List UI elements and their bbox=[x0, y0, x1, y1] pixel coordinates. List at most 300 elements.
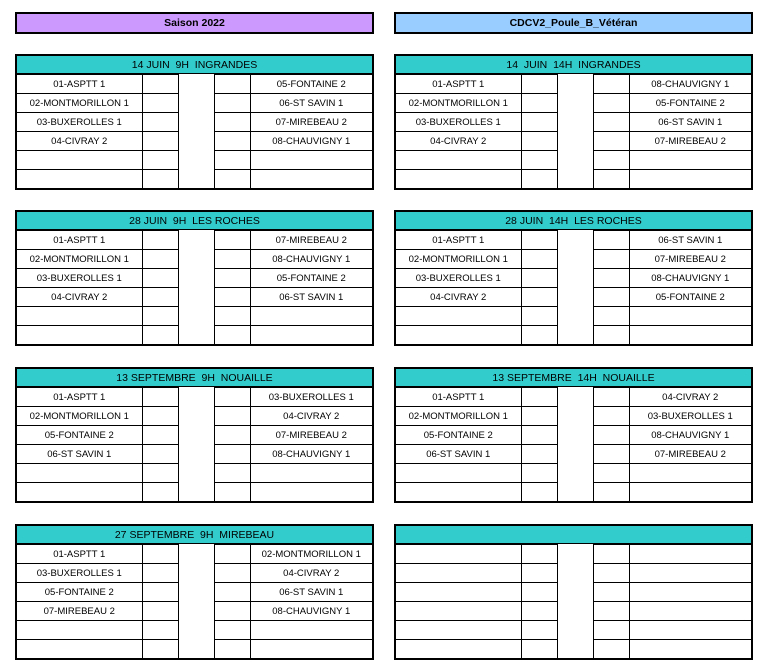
away-score-cell bbox=[593, 640, 629, 659]
home-team-cell: 03-BUXEROLLES 1 bbox=[17, 269, 142, 288]
separator-cell bbox=[557, 269, 593, 288]
home-score-cell bbox=[142, 564, 178, 583]
table-row bbox=[396, 545, 751, 564]
separator-cell bbox=[178, 483, 214, 502]
home-score-cell bbox=[521, 288, 557, 307]
away-score-cell bbox=[214, 151, 250, 170]
away-score-cell bbox=[593, 269, 629, 288]
away-team-cell bbox=[629, 621, 751, 640]
away-score-cell bbox=[214, 250, 250, 269]
table-row bbox=[396, 151, 751, 170]
away-score-cell bbox=[593, 426, 629, 445]
away-score-cell bbox=[593, 170, 629, 189]
table-row bbox=[396, 170, 751, 189]
away-score-cell bbox=[593, 94, 629, 113]
poule-text: CDCV2_Poule_B_Vétéran bbox=[509, 17, 638, 29]
away-team-cell: 07-MIREBEAU 2 bbox=[250, 113, 372, 132]
table-row bbox=[396, 426, 751, 445]
home-score-cell bbox=[142, 132, 178, 151]
table-row bbox=[396, 307, 751, 326]
away-team-cell: 06-ST SAVIN 1 bbox=[250, 583, 372, 602]
table-row bbox=[17, 621, 372, 640]
home-team-cell bbox=[17, 464, 142, 483]
away-team-cell: 05-FONTAINE 2 bbox=[629, 94, 751, 113]
away-score-cell bbox=[593, 445, 629, 464]
separator-cell bbox=[557, 583, 593, 602]
home-score-cell bbox=[521, 564, 557, 583]
block-header: 14 JUIN 14H INGRANDES bbox=[396, 56, 751, 74]
away-score-cell bbox=[214, 269, 250, 288]
home-score-cell bbox=[521, 132, 557, 151]
home-team-cell: 01-ASPTT 1 bbox=[17, 231, 142, 250]
table-row bbox=[396, 407, 751, 426]
away-score-cell bbox=[214, 564, 250, 583]
match-table bbox=[396, 387, 751, 501]
home-score-cell bbox=[521, 151, 557, 170]
match-block bbox=[394, 524, 753, 660]
home-score-cell bbox=[521, 483, 557, 502]
home-team-cell: 02-MONTMORILLON 1 bbox=[396, 94, 521, 113]
match-block bbox=[15, 524, 374, 660]
home-team-cell bbox=[396, 621, 521, 640]
away-score-cell bbox=[214, 75, 250, 94]
home-team-cell bbox=[396, 307, 521, 326]
away-score-cell bbox=[214, 94, 250, 113]
away-team-cell: 07-MIREBEAU 2 bbox=[629, 445, 751, 464]
home-score-cell bbox=[142, 250, 178, 269]
away-score-cell bbox=[593, 464, 629, 483]
separator-cell bbox=[178, 113, 214, 132]
away-team-cell bbox=[250, 640, 372, 659]
match-table bbox=[17, 387, 372, 501]
away-score-cell bbox=[593, 621, 629, 640]
home-score-cell bbox=[142, 621, 178, 640]
home-team-cell: 04-CIVRAY 2 bbox=[17, 132, 142, 151]
home-team-cell: 03-BUXEROLLES 1 bbox=[396, 113, 521, 132]
match-block bbox=[394, 210, 753, 346]
away-team-cell bbox=[629, 307, 751, 326]
away-score-cell bbox=[593, 151, 629, 170]
home-score-cell bbox=[142, 602, 178, 621]
away-team-cell: 04-CIVRAY 2 bbox=[629, 388, 751, 407]
table-row bbox=[396, 621, 751, 640]
away-score-cell bbox=[593, 483, 629, 502]
table-row bbox=[17, 602, 372, 621]
home-score-cell bbox=[142, 326, 178, 345]
away-score-cell bbox=[214, 113, 250, 132]
match-table bbox=[17, 544, 372, 658]
away-score-cell bbox=[214, 602, 250, 621]
home-score-cell bbox=[521, 602, 557, 621]
block-header: 13 SEPTEMBRE 14H NOUAILLE bbox=[396, 369, 751, 387]
home-team-cell bbox=[396, 583, 521, 602]
home-team-cell: 02-MONTMORILLON 1 bbox=[396, 407, 521, 426]
home-score-cell bbox=[521, 407, 557, 426]
away-team-cell: 02-MONTMORILLON 1 bbox=[250, 545, 372, 564]
home-score-cell bbox=[521, 426, 557, 445]
separator-cell bbox=[557, 151, 593, 170]
away-team-cell: 07-MIREBEAU 2 bbox=[250, 231, 372, 250]
separator-cell bbox=[557, 113, 593, 132]
table-row bbox=[396, 326, 751, 345]
home-team-cell bbox=[396, 545, 521, 564]
away-team-cell bbox=[629, 170, 751, 189]
away-team-cell: 08-CHAUVIGNY 1 bbox=[250, 602, 372, 621]
separator-cell bbox=[178, 445, 214, 464]
table-row bbox=[17, 151, 372, 170]
separator-cell bbox=[178, 307, 214, 326]
home-team-cell: 05-FONTAINE 2 bbox=[17, 426, 142, 445]
away-team-cell: 08-CHAUVIGNY 1 bbox=[250, 250, 372, 269]
separator-cell bbox=[557, 288, 593, 307]
home-team-cell bbox=[17, 621, 142, 640]
table-row bbox=[17, 464, 372, 483]
away-team-cell: 03-BUXEROLLES 1 bbox=[629, 407, 751, 426]
away-score-cell bbox=[593, 564, 629, 583]
home-team-cell: 04-CIVRAY 2 bbox=[396, 132, 521, 151]
away-score-cell bbox=[214, 545, 250, 564]
home-score-cell bbox=[521, 94, 557, 113]
home-team-cell: 07-MIREBEAU 2 bbox=[17, 602, 142, 621]
table-row bbox=[17, 407, 372, 426]
separator-cell bbox=[178, 326, 214, 345]
away-score-cell bbox=[593, 250, 629, 269]
home-score-cell bbox=[521, 545, 557, 564]
separator-cell bbox=[178, 602, 214, 621]
home-score-cell bbox=[142, 545, 178, 564]
table-row bbox=[396, 388, 751, 407]
away-score-cell bbox=[214, 621, 250, 640]
block-header: 28 JUIN 9H LES ROCHES bbox=[17, 212, 372, 230]
home-team-cell: 05-FONTAINE 2 bbox=[17, 583, 142, 602]
home-score-cell bbox=[521, 75, 557, 94]
separator-cell bbox=[557, 564, 593, 583]
separator-cell bbox=[557, 483, 593, 502]
table-row bbox=[396, 269, 751, 288]
table-row bbox=[17, 564, 372, 583]
home-score-cell bbox=[521, 388, 557, 407]
home-team-cell bbox=[17, 640, 142, 659]
home-score-cell bbox=[142, 426, 178, 445]
away-team-cell: 08-CHAUVIGNY 1 bbox=[250, 132, 372, 151]
table-row bbox=[396, 94, 751, 113]
away-team-cell: 07-MIREBEAU 2 bbox=[250, 426, 372, 445]
separator-cell bbox=[557, 445, 593, 464]
separator-cell bbox=[557, 621, 593, 640]
away-score-cell bbox=[593, 545, 629, 564]
separator-cell bbox=[178, 464, 214, 483]
away-score-cell bbox=[214, 407, 250, 426]
away-team-cell: 08-CHAUVIGNY 1 bbox=[629, 75, 751, 94]
separator-cell bbox=[178, 231, 214, 250]
home-score-cell bbox=[521, 113, 557, 132]
away-team-cell: 08-CHAUVIGNY 1 bbox=[250, 445, 372, 464]
away-team-cell: 08-CHAUVIGNY 1 bbox=[629, 269, 751, 288]
away-team-cell bbox=[629, 583, 751, 602]
home-score-cell bbox=[142, 640, 178, 659]
away-team-cell: 04-CIVRAY 2 bbox=[250, 407, 372, 426]
away-team-cell: 07-MIREBEAU 2 bbox=[629, 132, 751, 151]
away-team-cell bbox=[629, 545, 751, 564]
home-team-cell: 04-CIVRAY 2 bbox=[17, 288, 142, 307]
table-row bbox=[17, 388, 372, 407]
home-team-cell: 06-ST SAVIN 1 bbox=[396, 445, 521, 464]
away-team-cell bbox=[250, 483, 372, 502]
separator-cell bbox=[178, 250, 214, 269]
separator-cell bbox=[557, 388, 593, 407]
home-team-cell: 01-ASPTT 1 bbox=[396, 388, 521, 407]
separator-cell bbox=[557, 307, 593, 326]
away-team-cell: 08-CHAUVIGNY 1 bbox=[629, 426, 751, 445]
away-team-cell: 05-FONTAINE 2 bbox=[629, 288, 751, 307]
away-score-cell bbox=[593, 113, 629, 132]
away-score-cell bbox=[214, 426, 250, 445]
away-team-cell bbox=[250, 170, 372, 189]
table-row bbox=[396, 583, 751, 602]
away-score-cell bbox=[214, 231, 250, 250]
separator-cell bbox=[557, 326, 593, 345]
table-row bbox=[17, 113, 372, 132]
away-team-cell bbox=[629, 151, 751, 170]
away-team-cell bbox=[629, 602, 751, 621]
table-row bbox=[17, 231, 372, 250]
away-team-cell bbox=[250, 326, 372, 345]
table-row bbox=[396, 445, 751, 464]
match-table bbox=[17, 230, 372, 344]
away-score-cell bbox=[214, 445, 250, 464]
home-team-cell: 03-BUXEROLLES 1 bbox=[17, 113, 142, 132]
away-score-cell bbox=[214, 583, 250, 602]
home-score-cell bbox=[142, 483, 178, 502]
away-score-cell bbox=[593, 75, 629, 94]
home-team-cell bbox=[396, 326, 521, 345]
away-score-cell bbox=[593, 388, 629, 407]
home-team-cell: 06-ST SAVIN 1 bbox=[17, 445, 142, 464]
separator-cell bbox=[557, 75, 593, 94]
home-score-cell bbox=[142, 170, 178, 189]
home-score-cell bbox=[521, 640, 557, 659]
separator-cell bbox=[557, 640, 593, 659]
away-score-cell bbox=[214, 483, 250, 502]
away-score-cell bbox=[593, 602, 629, 621]
home-score-cell bbox=[521, 170, 557, 189]
away-score-cell bbox=[593, 288, 629, 307]
away-team-cell bbox=[250, 621, 372, 640]
away-team-cell: 05-FONTAINE 2 bbox=[250, 75, 372, 94]
table-row bbox=[17, 269, 372, 288]
home-score-cell bbox=[142, 583, 178, 602]
home-team-cell bbox=[396, 151, 521, 170]
season-label bbox=[15, 12, 374, 34]
table-row bbox=[17, 545, 372, 564]
separator-cell bbox=[557, 170, 593, 189]
separator-cell bbox=[557, 407, 593, 426]
block-header bbox=[396, 526, 751, 544]
block-header: 13 SEPTEMBRE 9H NOUAILLE bbox=[17, 369, 372, 387]
table-row bbox=[396, 640, 751, 659]
match-table bbox=[396, 230, 751, 344]
match-block bbox=[394, 54, 753, 190]
away-team-cell: 07-MIREBEAU 2 bbox=[629, 250, 751, 269]
poule-label bbox=[394, 12, 753, 34]
away-score-cell bbox=[593, 231, 629, 250]
away-score-cell bbox=[214, 307, 250, 326]
away-team-cell: 06-ST SAVIN 1 bbox=[250, 94, 372, 113]
home-team-cell: 01-ASPTT 1 bbox=[17, 75, 142, 94]
table-row bbox=[17, 307, 372, 326]
home-team-cell: 02-MONTMORILLON 1 bbox=[17, 407, 142, 426]
block-header: 27 SEPTEMBRE 9H MIREBEAU bbox=[17, 526, 372, 544]
away-team-cell bbox=[250, 307, 372, 326]
separator-cell bbox=[178, 621, 214, 640]
home-score-cell bbox=[521, 326, 557, 345]
away-score-cell bbox=[214, 464, 250, 483]
separator-cell bbox=[557, 602, 593, 621]
separator-cell bbox=[178, 170, 214, 189]
table-row bbox=[396, 483, 751, 502]
home-team-cell bbox=[17, 170, 142, 189]
home-score-cell bbox=[142, 94, 178, 113]
separator-cell bbox=[178, 132, 214, 151]
home-team-cell bbox=[396, 564, 521, 583]
match-block bbox=[15, 367, 374, 503]
home-team-cell: 02-MONTMORILLON 1 bbox=[17, 94, 142, 113]
table-row bbox=[396, 602, 751, 621]
separator-cell bbox=[557, 132, 593, 151]
home-team-cell bbox=[17, 483, 142, 502]
away-score-cell bbox=[214, 640, 250, 659]
match-block bbox=[394, 367, 753, 503]
home-score-cell bbox=[142, 231, 178, 250]
home-score-cell bbox=[142, 407, 178, 426]
away-team-cell bbox=[250, 464, 372, 483]
table-row bbox=[396, 132, 751, 151]
home-team-cell: 02-MONTMORILLON 1 bbox=[17, 250, 142, 269]
table-row bbox=[17, 426, 372, 445]
table-row bbox=[17, 94, 372, 113]
away-score-cell bbox=[593, 407, 629, 426]
away-score-cell bbox=[593, 326, 629, 345]
separator-cell bbox=[178, 564, 214, 583]
home-score-cell bbox=[521, 307, 557, 326]
separator-cell bbox=[557, 94, 593, 113]
away-score-cell bbox=[593, 132, 629, 151]
home-team-cell: 05-FONTAINE 2 bbox=[396, 426, 521, 445]
separator-cell bbox=[178, 426, 214, 445]
home-score-cell bbox=[521, 583, 557, 602]
table-row bbox=[396, 250, 751, 269]
home-score-cell bbox=[142, 75, 178, 94]
home-score-cell bbox=[521, 269, 557, 288]
home-score-cell bbox=[521, 445, 557, 464]
separator-cell bbox=[178, 151, 214, 170]
block-header: 14 JUIN 9H INGRANDES bbox=[17, 56, 372, 74]
separator-cell bbox=[557, 426, 593, 445]
home-team-cell: 01-ASPTT 1 bbox=[396, 75, 521, 94]
table-row bbox=[396, 564, 751, 583]
away-team-cell: 03-BUXEROLLES 1 bbox=[250, 388, 372, 407]
table-row bbox=[396, 464, 751, 483]
home-score-cell bbox=[521, 250, 557, 269]
away-score-cell bbox=[593, 307, 629, 326]
away-score-cell bbox=[214, 388, 250, 407]
home-team-cell: 03-BUXEROLLES 1 bbox=[396, 269, 521, 288]
away-team-cell bbox=[629, 564, 751, 583]
away-team-cell bbox=[629, 464, 751, 483]
match-table bbox=[17, 74, 372, 188]
home-team-cell bbox=[17, 307, 142, 326]
home-team-cell: 03-BUXEROLLES 1 bbox=[17, 564, 142, 583]
table-row bbox=[17, 640, 372, 659]
separator-cell bbox=[178, 75, 214, 94]
home-team-cell bbox=[396, 483, 521, 502]
home-team-cell bbox=[17, 326, 142, 345]
away-score-cell bbox=[214, 288, 250, 307]
separator-cell bbox=[178, 583, 214, 602]
separator-cell bbox=[557, 464, 593, 483]
home-score-cell bbox=[521, 621, 557, 640]
table-row bbox=[17, 445, 372, 464]
home-score-cell bbox=[142, 307, 178, 326]
away-team-cell: 06-ST SAVIN 1 bbox=[250, 288, 372, 307]
separator-cell bbox=[178, 407, 214, 426]
match-block bbox=[15, 210, 374, 346]
separator-cell bbox=[178, 288, 214, 307]
table-row bbox=[17, 132, 372, 151]
table-row bbox=[17, 75, 372, 94]
away-team-cell bbox=[629, 326, 751, 345]
table-row bbox=[17, 170, 372, 189]
table-row bbox=[17, 326, 372, 345]
away-team-cell: 04-CIVRAY 2 bbox=[250, 564, 372, 583]
home-team-cell: 04-CIVRAY 2 bbox=[396, 288, 521, 307]
table-row bbox=[17, 250, 372, 269]
home-score-cell bbox=[521, 231, 557, 250]
home-team-cell bbox=[17, 151, 142, 170]
away-team-cell: 06-ST SAVIN 1 bbox=[629, 113, 751, 132]
away-team-cell bbox=[629, 640, 751, 659]
separator-cell bbox=[557, 231, 593, 250]
home-score-cell bbox=[142, 388, 178, 407]
home-team-cell bbox=[396, 170, 521, 189]
away-team-cell bbox=[629, 483, 751, 502]
home-team-cell: 01-ASPTT 1 bbox=[17, 545, 142, 564]
away-score-cell bbox=[593, 583, 629, 602]
home-score-cell bbox=[142, 445, 178, 464]
away-score-cell bbox=[214, 170, 250, 189]
match-table bbox=[396, 544, 751, 658]
table-row bbox=[396, 288, 751, 307]
match-block bbox=[15, 54, 374, 190]
separator-cell bbox=[178, 94, 214, 113]
home-score-cell bbox=[142, 288, 178, 307]
separator-cell bbox=[178, 545, 214, 564]
home-team-cell: 02-MONTMORILLON 1 bbox=[396, 250, 521, 269]
separator-cell bbox=[178, 388, 214, 407]
away-team-cell: 06-ST SAVIN 1 bbox=[629, 231, 751, 250]
table-row bbox=[396, 113, 751, 132]
table-row bbox=[396, 75, 751, 94]
home-team-cell: 01-ASPTT 1 bbox=[17, 388, 142, 407]
home-score-cell bbox=[142, 464, 178, 483]
separator-cell bbox=[557, 250, 593, 269]
away-team-cell: 05-FONTAINE 2 bbox=[250, 269, 372, 288]
separator-cell bbox=[178, 640, 214, 659]
home-team-cell bbox=[396, 640, 521, 659]
home-team-cell bbox=[396, 464, 521, 483]
home-score-cell bbox=[142, 151, 178, 170]
block-header: 28 JUIN 14H LES ROCHES bbox=[396, 212, 751, 230]
